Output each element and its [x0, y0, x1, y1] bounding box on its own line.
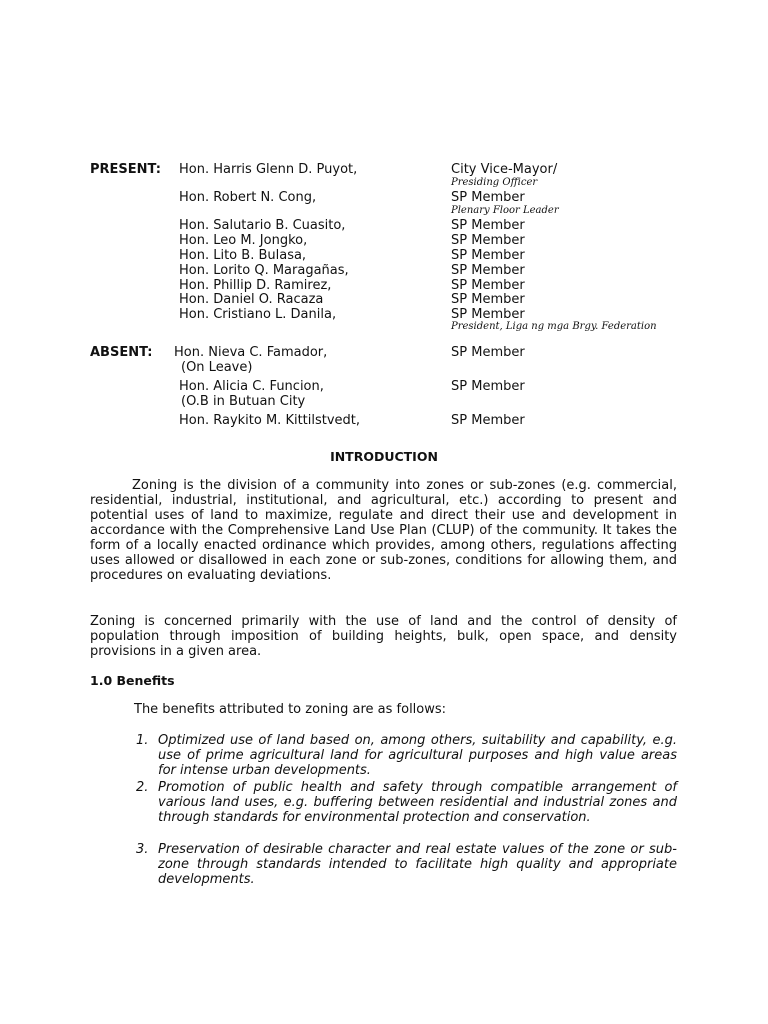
benefits-intro: The benefits attributed to zoning are as follows:: [134, 702, 447, 717]
member-position: SP Member: [451, 233, 525, 248]
member-name: Hon. Cristiano L. Danila,: [179, 307, 337, 322]
list-item: [136, 780, 677, 825]
list-item: [136, 733, 677, 778]
member-name: Hon. Salutario B. Cuasito,: [179, 218, 346, 233]
member-position: SP Member: [451, 263, 525, 278]
member-role: Plenary Floor Leader: [451, 205, 559, 216]
member-position: SP Member: [451, 190, 525, 205]
member-role: President, Liga ng mga Brgy. Federation: [451, 321, 657, 332]
member-position: SP Member: [451, 345, 525, 360]
member-name: Hon. Nieva C. Famador,: [174, 345, 328, 360]
list-number: 2.: [136, 780, 149, 795]
list-text: Preservation of desirable character and real estate values of the zone or sub-zone through standards intended to facilitate high quality and appropriate developments.: [158, 842, 677, 887]
member-role: Presiding Officer: [451, 177, 538, 188]
member-name: Hon. Alicia C. Funcion,: [179, 379, 324, 394]
member-name: Hon. Harris Glenn D. Puyot,: [179, 162, 358, 177]
benefits-heading: 1.0 Benefits: [90, 673, 175, 688]
list-text: Promotion of public health and safety through compatible arrangement of various land uses, e.g. buffering between residential and industrial zones and through standards for environmental protection and conservation.: [158, 780, 677, 825]
member-note: (On Leave): [181, 360, 253, 375]
member-position: SP Member: [451, 278, 525, 293]
member-name: Hon. Lito B. Bulasa,: [179, 248, 307, 263]
member-position: SP Member: [451, 379, 525, 394]
member-position: City Vice-Mayor/: [451, 162, 558, 177]
member-name: Hon. Robert N. Cong,: [179, 190, 317, 205]
member-name: Hon. Leo M. Jongko,: [179, 233, 308, 248]
member-position: SP Member: [451, 292, 525, 307]
member-name: Hon. Phillip D. Ramirez,: [179, 278, 332, 293]
member-position: SP Member: [451, 248, 525, 263]
absent-label: ABSENT:: [90, 345, 153, 360]
list-number: 3.: [136, 842, 149, 857]
list-item: [136, 842, 677, 887]
list-text: Optimized use of land based on, among others, suitability and capability, e.g. use of prime agricultural land for agricultural purposes and high value areas for intense urban developments.: [158, 733, 677, 778]
list-number: 1.: [136, 733, 149, 748]
introduction-paragraph: Zoning is concerned primarily with the use of land and the control of density of population through imposition of building heights, bulk, open space, and density provisions in a given area.: [90, 614, 677, 659]
member-note: (O.B in Butuan City: [181, 394, 306, 409]
member-name: Hon. Raykito M. Kittilstvedt,: [179, 413, 361, 428]
member-position: SP Member: [451, 307, 525, 322]
introduction-title: INTRODUCTION: [330, 449, 438, 464]
introduction-paragraph: Zoning is the division of a community into zones or sub-zones (e.g. commercial, residential, industrial, institutional, and agricultural, etc.) according to present and potential uses of land to maximize, regulate and direct their use and development in accordance with the Comprehensive Land Use Plan (CLUP) of the community. It takes the form of a locally enacted ordinance which provides, among others, regulations affecting uses allowed or disallowed in each zone or sub-zones, conditions for allowing them, and procedures on evaluating deviations.: [90, 478, 677, 583]
member-name: Hon. Daniel O. Racaza: [179, 292, 324, 307]
member-position: SP Member: [451, 413, 525, 428]
present-label: PRESENT:: [90, 162, 161, 177]
member-position: SP Member: [451, 218, 525, 233]
member-name: Hon. Lorito Q. Maragañas,: [179, 263, 349, 278]
